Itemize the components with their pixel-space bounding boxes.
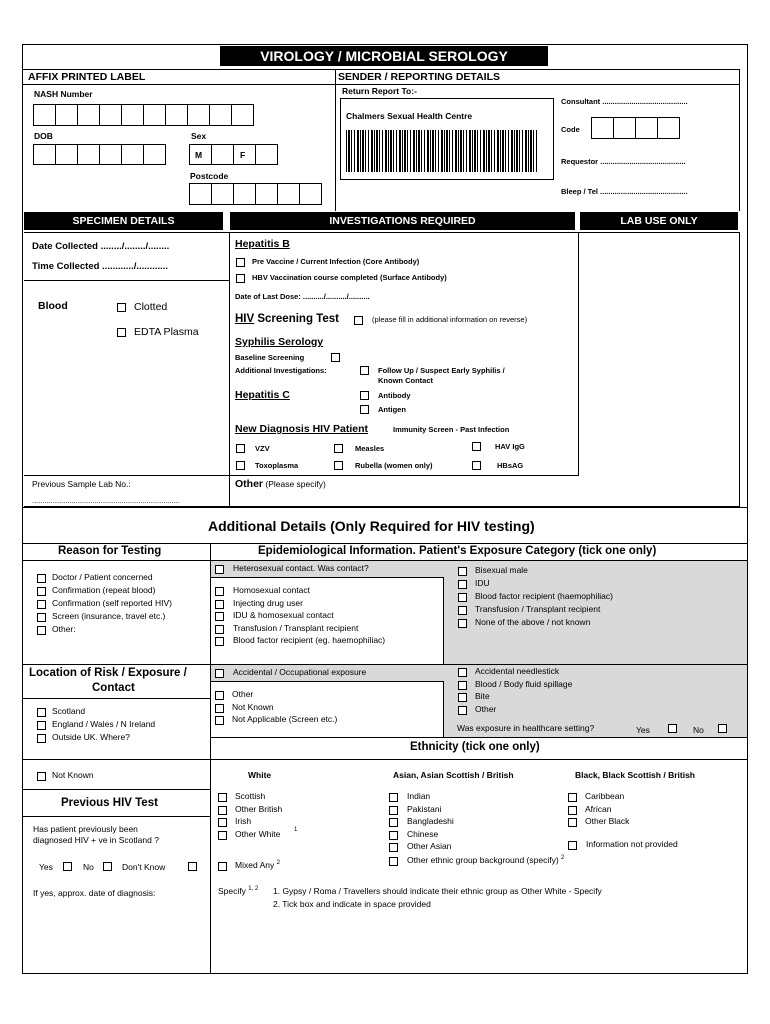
black-item-label: African — [585, 803, 612, 814]
hiv-screening-checkbox[interactable] — [354, 316, 363, 325]
exposure-left-item-label: Other — [232, 689, 254, 699]
asian-item-checkbox[interactable] — [389, 843, 398, 852]
asian-item-label: Pakistani — [407, 803, 442, 814]
white-item-checkbox[interactable] — [218, 818, 227, 827]
reason-heading: Reason for Testing — [58, 545, 162, 557]
healthcare-yes-label: Yes — [636, 725, 650, 735]
reason-item-label: Doctor / Patient concerned — [52, 572, 153, 582]
reason-item-label: Confirmation (self reported HIV) — [52, 598, 172, 608]
white-item-label: Other White — [235, 828, 281, 839]
previous-hiv-heading: Previous HIV Test — [61, 797, 158, 809]
additional-investigations-label: Additional Investigations: — [235, 366, 327, 375]
epi-left-item-label: IDU & homosexual contact — [233, 610, 334, 620]
other-ethnic-checkbox[interactable] — [389, 857, 398, 866]
accidental-checkbox[interactable] — [215, 669, 224, 678]
pre-vaccine-checkbox[interactable] — [236, 258, 245, 267]
hiv-note: (please fill in additional information on reverse) — [372, 315, 528, 324]
healthcare-question: Was exposure in healthcare setting? — [457, 723, 595, 733]
epi-left-item-checkbox[interactable] — [215, 625, 224, 634]
code-label: Code — [561, 125, 580, 134]
epi-right-item-checkbox[interactable] — [458, 567, 467, 576]
exposure-right-item-checkbox[interactable] — [458, 706, 467, 715]
black-item-checkbox[interactable] — [568, 818, 577, 827]
reason-item-checkbox[interactable] — [37, 600, 46, 609]
prev-yes-checkbox[interactable] — [63, 862, 72, 871]
healthcare-no-checkbox[interactable] — [718, 724, 727, 733]
reason-item-checkbox[interactable] — [37, 574, 46, 583]
asian-item-checkbox[interactable] — [389, 793, 398, 802]
location-not-known-checkbox[interactable] — [37, 772, 46, 781]
other-white-superscript: 1 — [294, 827, 298, 833]
epi-right-item-checkbox[interactable] — [458, 593, 467, 602]
specimen-details-bar: SPECIMEN DETAILS — [24, 212, 223, 230]
hepatitis-b-heading: Hepatitis B — [235, 238, 290, 250]
epi-right-item-label: None of the above / not known — [475, 617, 591, 627]
immunity-label: Immunity Screen - Past Infection — [393, 425, 510, 434]
sender-heading: SENDER / REPORTING DETAILS — [338, 71, 500, 83]
previous-hiv-q1: Has patient previously been — [33, 824, 138, 834]
epi-left-item-label: Blood factor recipient (eg. haemophiliac) — [233, 635, 386, 645]
reason-item-label: Screen (insurance, travel etc.) — [52, 611, 166, 621]
exposure-left-item-checkbox[interactable] — [215, 704, 224, 713]
exposure-right-item-label: Bite — [475, 691, 490, 701]
epi-right-item-label: Transfusion / Transplant recipient — [475, 604, 601, 614]
location-item-label: Outside UK. Where? — [52, 732, 130, 742]
epi-left-item-label: Transfusion / Transplant recipient — [233, 622, 359, 633]
location-item-checkbox[interactable] — [37, 708, 46, 717]
footnote-2: 2. Tick box and indicate in space provided — [273, 899, 431, 909]
epi-left-item-checkbox[interactable] — [215, 637, 224, 646]
location-item-checkbox[interactable] — [37, 721, 46, 730]
prev-dont-know-label: Don't Know — [122, 862, 166, 872]
info-not-provided-checkbox[interactable] — [568, 841, 577, 850]
dob-field[interactable] — [34, 144, 166, 165]
time-collected-field[interactable]: Time Collected ............/............ — [32, 261, 169, 272]
white-item-label: Scottish — [235, 791, 266, 801]
pre-vaccine-label: Pre Vaccine / Current Infection (Core Antibody) — [252, 257, 420, 266]
postcode-label: Postcode — [190, 171, 229, 181]
exposure-left-item-checkbox[interactable] — [215, 691, 224, 700]
exposure-left-item-label: Not Applicable (Screen etc.) — [232, 714, 338, 724]
previous-sample-label: Previous Sample Lab No.: — [32, 479, 131, 489]
hav-label: HAV IgG — [495, 442, 525, 451]
exposure-right-item-checkbox[interactable] — [458, 681, 467, 690]
accidental-label: Accidental / Occupational exposure — [233, 667, 367, 677]
sex-m: M — [195, 150, 203, 160]
baseline-checkbox[interactable] — [331, 353, 340, 362]
rubella-label: Rubella (women only) — [355, 461, 433, 470]
location-item-label: England / Wales / N Ireland — [52, 719, 156, 729]
info-not-provided-label: Information not provided — [586, 839, 678, 849]
exposure-right-item-checkbox[interactable] — [458, 668, 467, 677]
black-heading: Black, Black Scottish / British — [575, 770, 695, 780]
epi-right-item-checkbox[interactable] — [458, 606, 467, 615]
previous-sample-field[interactable]: ....................................................................... — [32, 496, 180, 505]
hepatitis-c-heading: Hepatitis C — [235, 389, 290, 401]
vzv-checkbox[interactable] — [236, 444, 245, 453]
date-collected-field[interactable]: Date Collected ......../......../........ — [32, 241, 170, 252]
footnote-1: 1. Gypsy / Roma / Travellers should indicate their ethnic group as Other White - Specify — [273, 886, 602, 896]
postcode-field[interactable] — [190, 183, 322, 205]
edta-checkbox[interactable] — [117, 328, 126, 337]
clotted-checkbox[interactable] — [117, 303, 126, 312]
white-item-checkbox[interactable] — [218, 831, 227, 840]
location-not-known-label: Not Known — [52, 770, 94, 780]
reason-item-label: Other: — [52, 624, 76, 634]
prev-yes-label: Yes — [39, 862, 53, 872]
epi-left-item-label: Injecting drug user — [233, 597, 303, 608]
black-item-checkbox[interactable] — [568, 806, 577, 815]
location-item-label: Scotland — [52, 706, 86, 716]
requestor-field[interactable]: Requestor ......................................... — [561, 157, 686, 166]
exposure-right-item-checkbox[interactable] — [458, 693, 467, 702]
hbv-checkbox[interactable] — [236, 274, 245, 283]
hbsag-checkbox[interactable] — [472, 461, 481, 470]
epi-right-item-checkbox[interactable] — [458, 619, 467, 628]
specify-label: Specify $^{1, 2}$ — [218, 886, 259, 896]
epi-heading: Epidemiological Information. Patient's Exposure Category (tick one only) — [258, 545, 657, 557]
edta-label: EDTA Plasma — [134, 326, 199, 338]
prev-no-checkbox[interactable] — [103, 862, 112, 871]
hbv-label: HBV Vaccination course completed (Surface Antibody) — [252, 273, 447, 282]
asian-item-checkbox[interactable] — [389, 806, 398, 815]
hav-checkbox[interactable] — [472, 442, 481, 451]
mixed-checkbox[interactable] — [218, 862, 227, 871]
reason-item-checkbox[interactable] — [37, 613, 46, 622]
asian-item-checkbox[interactable] — [389, 831, 398, 840]
rubella-checkbox[interactable] — [334, 461, 343, 470]
other-ethnic-label: Other ethnic group background (specify) $^2$ — [407, 855, 565, 865]
syphilis-heading: Syphilis Serology — [235, 336, 324, 348]
additional-details-title: Additional Details (Only Required for HIV testing) — [208, 518, 535, 534]
followup-checkbox[interactable] — [360, 366, 369, 375]
code-field[interactable] — [592, 117, 680, 139]
hepc-antibody-label: Antibody — [378, 391, 411, 400]
known-contact-label: Known Contact — [378, 376, 433, 385]
toxo-label: Toxoplasma — [255, 461, 299, 470]
epi-left-item-checkbox[interactable] — [215, 612, 224, 621]
exposure-right-item-label: Accidental needlestick — [475, 666, 560, 676]
clinic-name: Chalmers Sexual Health Centre — [346, 111, 473, 121]
hetero-label: Heterosexual contact. Was contact? — [233, 563, 369, 573]
nash-number-field[interactable] — [34, 104, 254, 126]
other-specify-label[interactable]: Other (Please specify) — [235, 478, 326, 490]
blood-label: Blood — [38, 300, 68, 312]
reason-item-checkbox[interactable] — [37, 587, 46, 596]
lab-use-bar: LAB USE ONLY — [580, 212, 738, 230]
healthcare-no-label: No — [693, 725, 704, 735]
measles-checkbox[interactable] — [334, 444, 343, 453]
asian-item-label: Other Asian — [407, 841, 452, 851]
hepc-antigen-checkbox[interactable] — [360, 405, 369, 414]
prev-dont-know-checkbox[interactable] — [188, 862, 197, 871]
epi-right-item-label: IDU — [475, 578, 490, 588]
asian-item-checkbox[interactable] — [389, 818, 398, 827]
baseline-label: Baseline Screening — [235, 353, 305, 362]
prev-no-label: No — [83, 862, 94, 872]
black-item-label: Caribbean — [585, 791, 625, 801]
epi-right-item-checkbox[interactable] — [458, 580, 467, 589]
hetero-checkbox[interactable] — [215, 565, 224, 574]
sex-f: F — [240, 150, 246, 160]
asian-item-label: Indian — [407, 791, 431, 801]
last-dose-field[interactable]: Date of Last Dose: ........../........../.......... — [235, 292, 370, 301]
barcode — [346, 130, 538, 172]
epi-right-item-label: Bisexual male — [475, 565, 528, 575]
new-diagnosis-heading: New Diagnosis HIV Patient — [235, 423, 369, 435]
white-heading: White — [248, 770, 272, 780]
mixed-label: Mixed Any $^2$ — [235, 860, 280, 870]
white-item-checkbox[interactable] — [218, 793, 227, 802]
white-item-checkbox[interactable] — [218, 806, 227, 815]
investigations-bar: INVESTIGATIONS REQUIRED — [230, 212, 575, 230]
asian-heading: Asian, Asian Scottish / British — [393, 770, 514, 780]
followup-label: Follow Up / Suspect Early Syphilis / — [378, 366, 505, 375]
consultant-field[interactable]: Consultant ......................................... — [561, 97, 688, 106]
previous-hiv-q2: diagnosed HIV + ve in Scotland ? — [33, 835, 159, 845]
asian-item-label: Chinese — [407, 828, 439, 839]
affix-label-heading: AFFIX PRINTED LABEL — [28, 71, 146, 83]
exposure-right-item-label: Blood / Body fluid spillage — [475, 678, 573, 689]
healthcare-yes-checkbox[interactable] — [668, 724, 677, 733]
hepc-antigen-label: Antigen — [378, 405, 406, 414]
hepc-antibody-checkbox[interactable] — [360, 391, 369, 400]
reason-item-label: Confirmation (repeat blood) — [52, 585, 156, 595]
ethnicity-heading: Ethnicity (tick one only) — [410, 741, 540, 753]
hbsag-label: HBsAG — [497, 461, 524, 470]
location-heading-2: Contact — [92, 682, 135, 694]
asian-item-label: Bangladeshi — [407, 816, 454, 826]
epi-left-item-checkbox[interactable] — [215, 600, 224, 609]
location-heading-1: Location of Risk / Exposure / — [29, 667, 187, 679]
measles-label: Measles — [355, 444, 385, 453]
epi-left-item-checkbox[interactable] — [215, 587, 224, 596]
dob-label: DOB — [34, 131, 53, 141]
vzv-label: VZV — [255, 444, 270, 453]
reason-item-checkbox[interactable] — [37, 626, 46, 635]
epi-left-item-label: Homosexual contact — [233, 585, 311, 595]
nash-label: NASH Number — [34, 89, 93, 99]
location-item-checkbox[interactable] — [37, 734, 46, 743]
sex-label: Sex — [191, 131, 207, 141]
exposure-right-item-label: Other — [475, 703, 497, 714]
exposure-left-item-checkbox[interactable] — [215, 716, 224, 725]
white-item-label: Irish — [235, 816, 252, 826]
exposure-left-item-label: Not Known — [232, 701, 274, 712]
prev-date-label: If yes, approx. date of diagnosis: — [33, 888, 156, 898]
return-report-label: Return Report To:- — [342, 86, 417, 96]
toxo-checkbox[interactable] — [236, 461, 245, 470]
black-item-label: Other Black — [585, 816, 630, 826]
white-item-label: Other British — [235, 803, 283, 814]
page-title: VIROLOGY / MICROBIAL SEROLOGY — [220, 46, 548, 66]
black-item-checkbox[interactable] — [568, 793, 577, 802]
epi-right-item-label: Blood factor recipient (haemophiliac) — [475, 591, 613, 601]
bleep-tel-field[interactable]: Bleep / Tel .......................................... — [561, 187, 688, 196]
hiv-screening-heading: HIV Screening Test — [235, 313, 339, 325]
clotted-label: Clotted — [134, 301, 168, 313]
sex-field[interactable] — [190, 144, 278, 165]
